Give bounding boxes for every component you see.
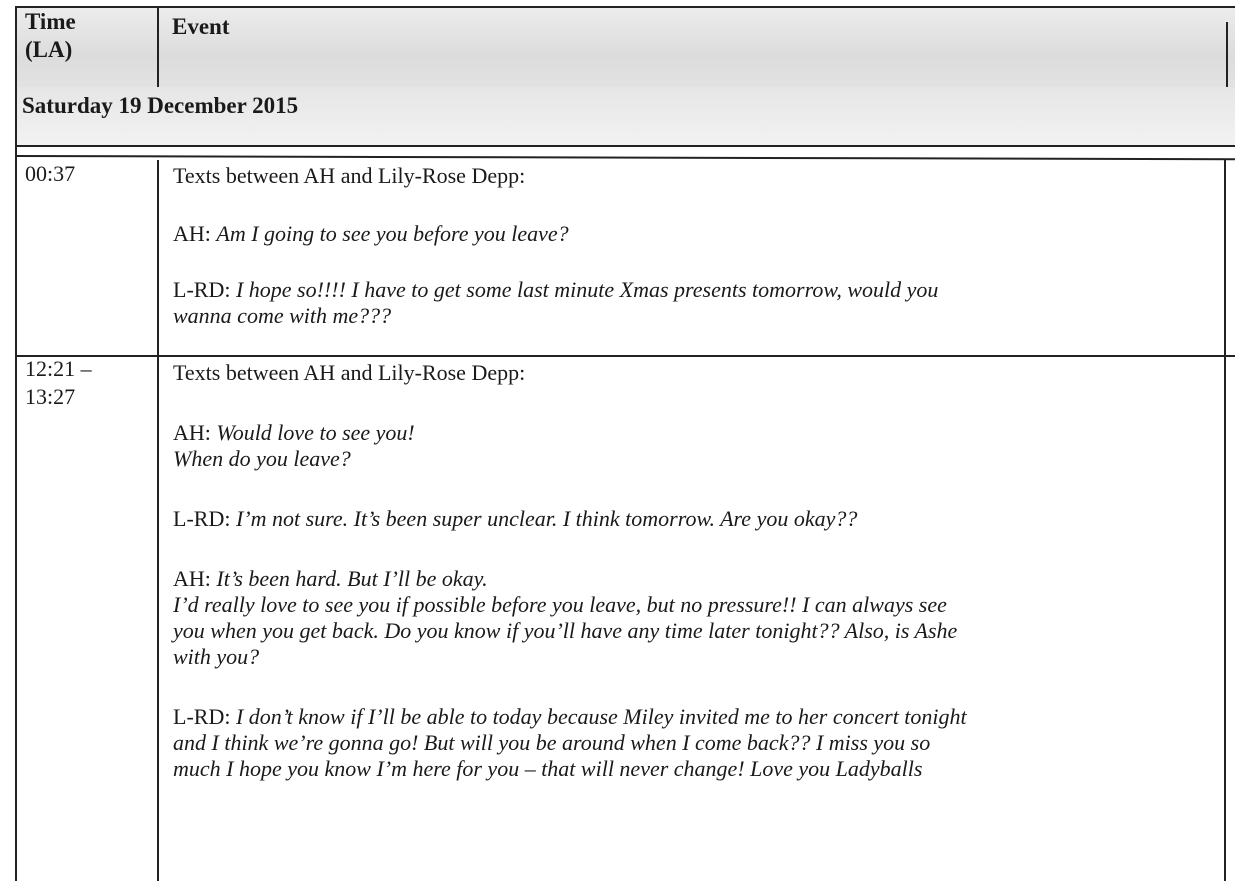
row2-time: [25, 355, 92, 411]
row1-top-border: [15, 155, 1235, 160]
row2-time-end: 13:27: [25, 384, 76, 409]
row2-message-4: [173, 704, 1213, 730]
message-continuation: wanna come with me???: [173, 303, 392, 328]
message-text: I’m not sure. It’s been super unclear. I think tomorrow. Are you okay??: [235, 506, 858, 531]
header-column-divider: [157, 6, 159, 87]
message-speaker: L-RD:: [173, 704, 231, 729]
row1-event: [173, 163, 1213, 329]
header-time-label: [25, 8, 145, 64]
row2-message-1: [173, 420, 1213, 446]
row1-message-2: [173, 277, 1213, 303]
message-continuation: and I think we’re gonna go! But will you be around when I come back?? I miss you so: [173, 730, 931, 755]
message-text: I don’t know if I’ll be able to today because Miley invited me to her concert tonight: [235, 704, 967, 729]
message-speaker: AH:: [173, 566, 211, 591]
row2-message-2: [173, 506, 1213, 532]
message-speaker: AH:: [173, 420, 211, 445]
header-right-border: [1226, 22, 1228, 87]
message-text: It’s been hard. But I’ll be okay.: [216, 566, 488, 591]
row2-message-3: [173, 566, 1213, 592]
message-continuation: When do you leave?: [173, 446, 351, 471]
message-continuation: much I hope you know I’m here for you – that will never change! Love you Ladyballs: [173, 756, 923, 781]
header-time-line2: (LA): [25, 37, 73, 62]
header-time-line1: Time: [25, 9, 76, 34]
message-text: Would love to see you!: [216, 420, 415, 445]
row1-time: 00:37: [25, 161, 76, 186]
row2-top-border: [15, 355, 1235, 357]
row1-message-1: [173, 221, 1213, 247]
message-speaker: L-RD:: [173, 277, 231, 302]
message-continuation: you when you get back. Do you know if you’ll have any time later tonight?? Also, is Ashe: [173, 618, 958, 643]
message-text: I hope so!!!! I have to get some last minute Xmas presents tomorrow, would you: [235, 277, 939, 302]
message-continuation: I’d really love to see you if possible before you leave, but no pressure!! I can always see: [173, 592, 947, 617]
row2-event: [173, 360, 1213, 782]
message-text: Am I going to see you before you leave?: [216, 221, 569, 246]
message-speaker: AH:: [173, 221, 211, 246]
row2-intro: Texts between AH and Lily-Rose Depp:: [173, 360, 526, 385]
body-left-border: [15, 145, 17, 881]
body-column-divider: [157, 160, 159, 881]
date-heading: Saturday 19 December 2015: [22, 93, 299, 118]
message-continuation: with you?: [173, 644, 260, 669]
message-speaker: L-RD:: [173, 506, 231, 531]
row2-time-start: 12:21 –: [25, 356, 92, 381]
header-event-label: Event: [172, 14, 230, 39]
row1-intro: Texts between AH and Lily-Rose Depp:: [173, 163, 526, 188]
body-right-border: [1224, 160, 1226, 881]
